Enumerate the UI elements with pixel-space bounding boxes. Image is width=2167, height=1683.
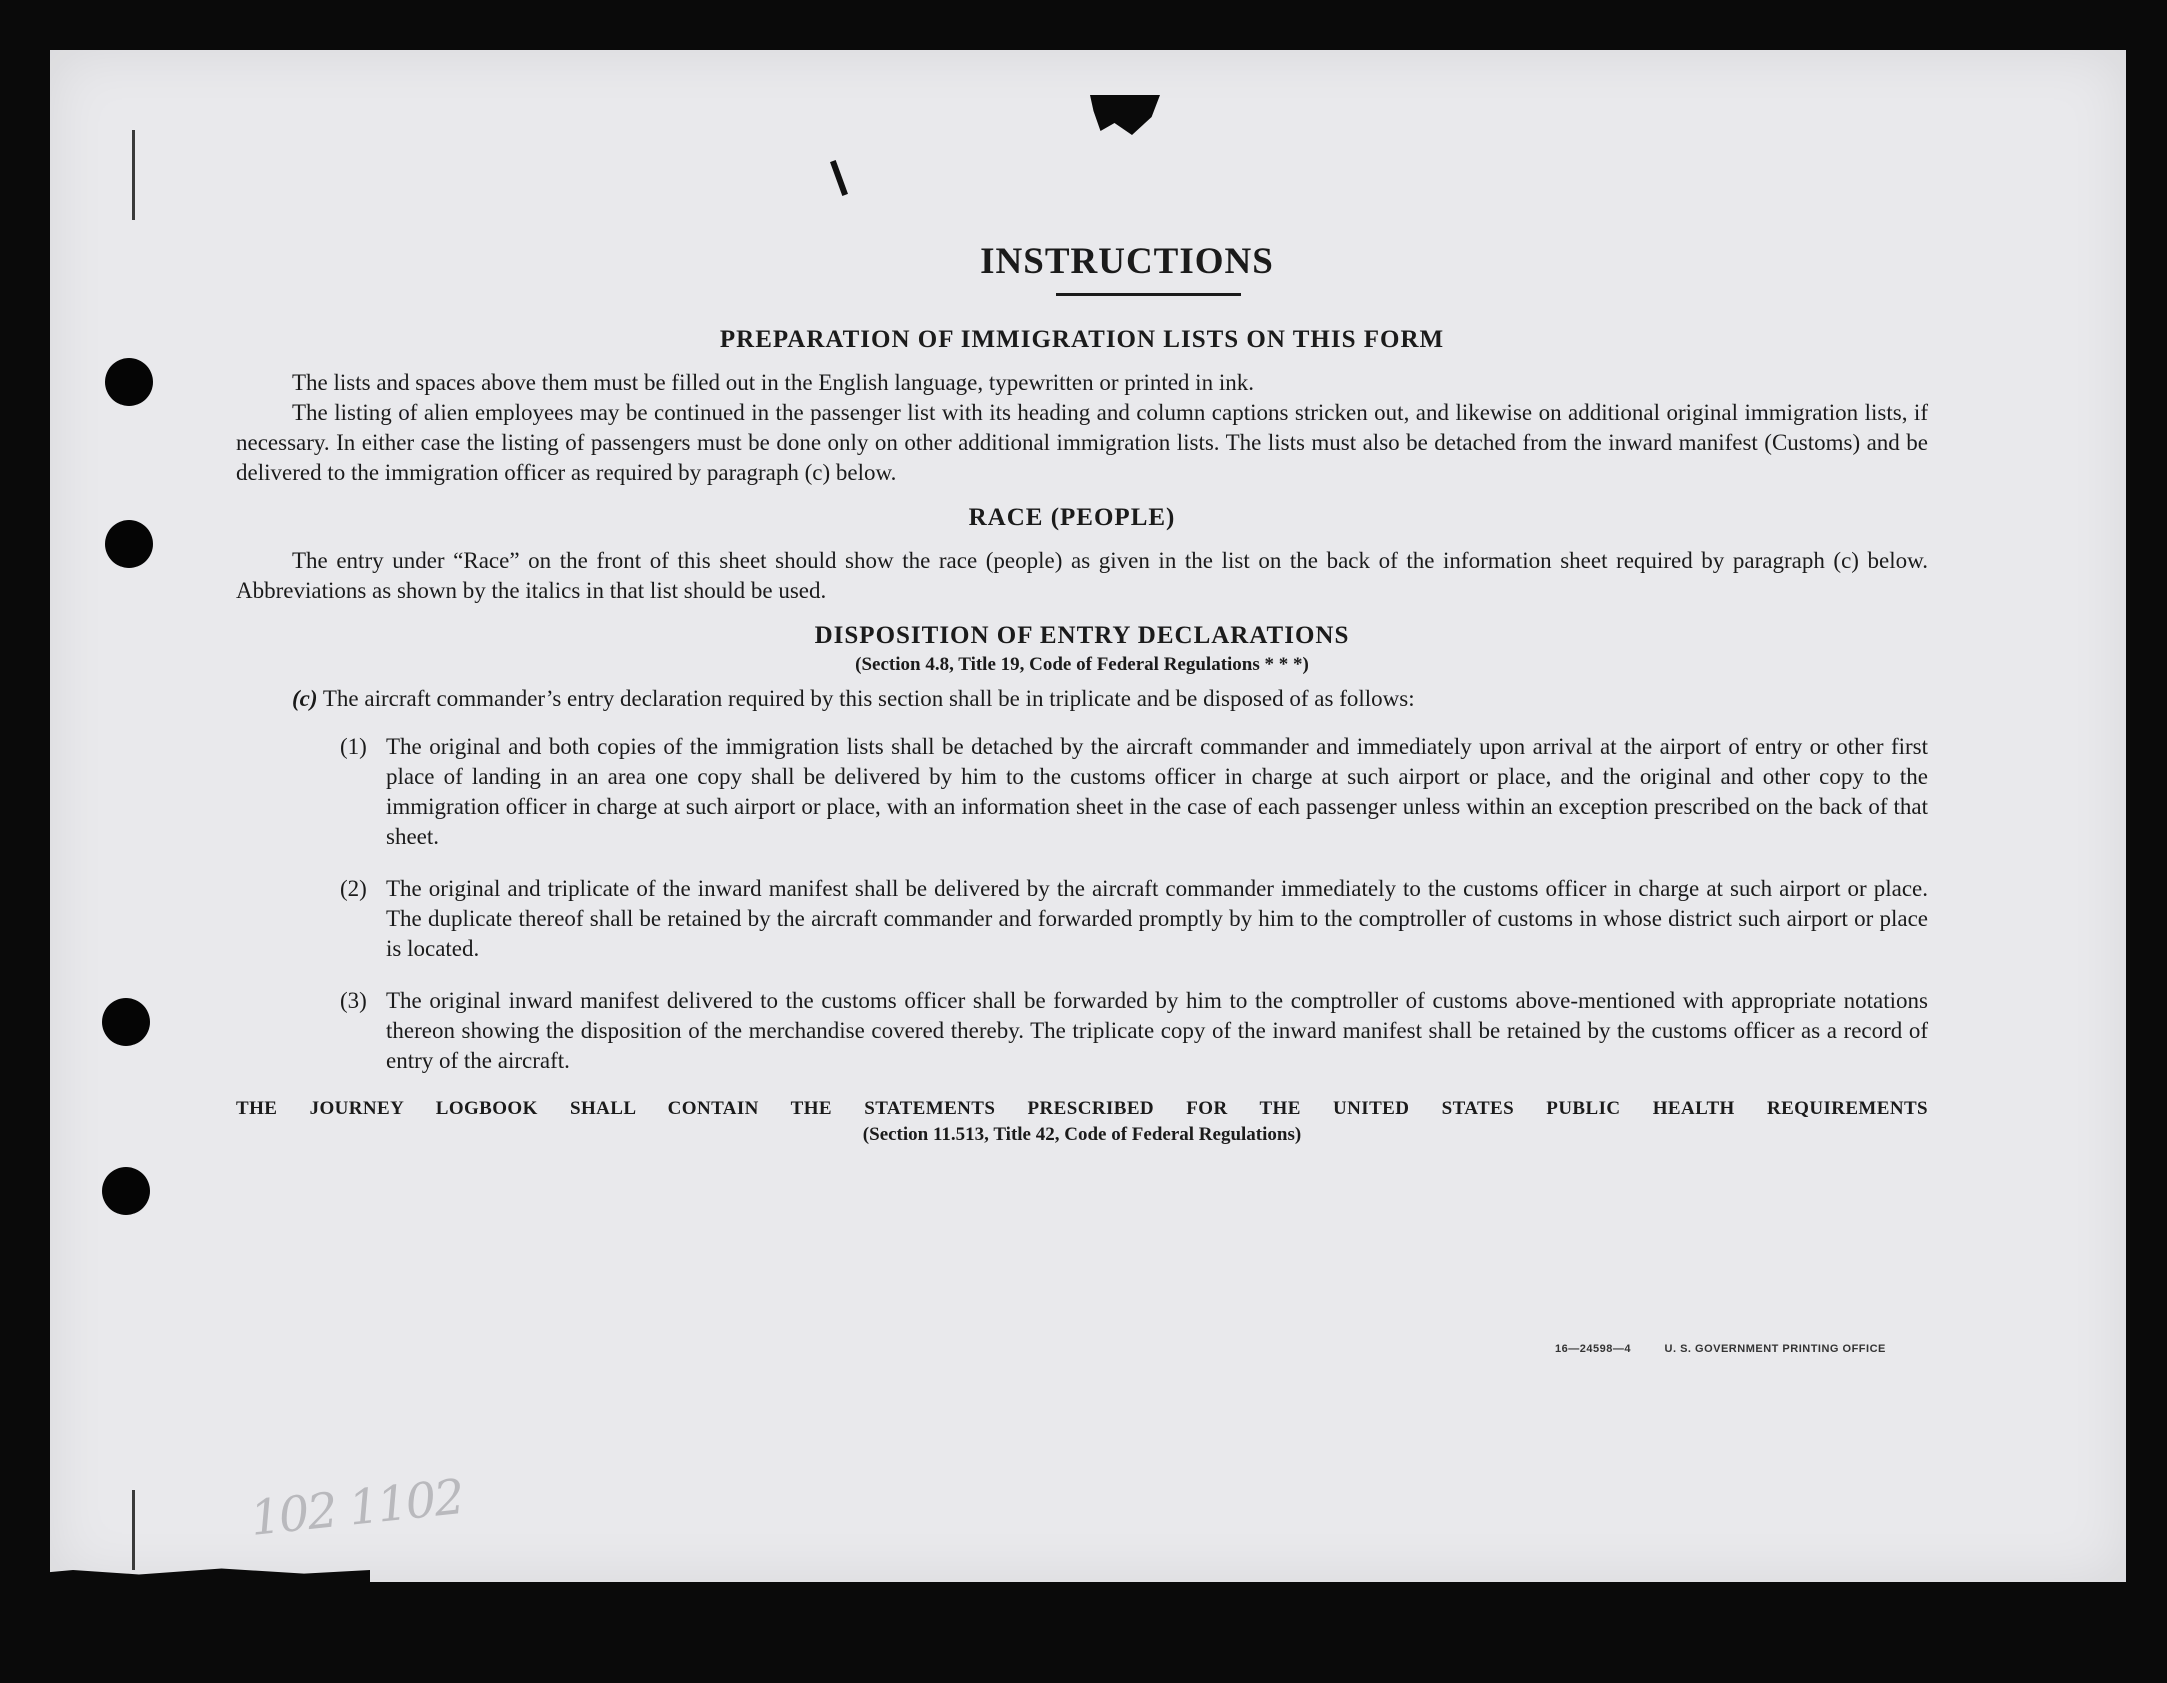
race-paragraph: The entry under “Race” on the front of this sheet should show the race (people) as given in the list on the back of the information sheet required by paragraph (c) below. Abbreviations as shown by the italics in that list should be used. [236, 548, 1928, 603]
section-heading-disposition: DISPOSITION OF ENTRY DECLARATIONS [814, 622, 1350, 649]
title-underline [1056, 293, 1241, 296]
paragraph-c [292, 684, 1928, 714]
form-number: 16—24598—4 [1555, 1343, 1631, 1355]
item-number: (3) [340, 988, 367, 1013]
punch-hole [102, 998, 150, 1046]
item-number: (1) [340, 734, 367, 759]
preparation-paragraph-1: The lists and spaces above them must be filled out in the English language, typewritten or printed in ink. [292, 370, 1254, 395]
journey-citation: (Section 11.513, Title 42, Code of Federal Regulations) [862, 1124, 1302, 1145]
disposition-citation: (Section 4.8, Title 19, Code of Federal Regulations * * *) [855, 654, 1309, 675]
ink-smudge [830, 160, 848, 196]
list-item [340, 874, 1928, 964]
journey-logbook-statement: THE JOURNEY LOGBOOK SHALL CONTAIN THE STATEMENTS PRESCRIBED FOR THE UNITED STATES PUBLIC HEALTH REQUIREMENTS [236, 1098, 1928, 1119]
printing-code [1555, 1343, 1886, 1355]
list-item [340, 986, 1928, 1076]
margin-mark [132, 1490, 135, 1570]
item-number: (2) [340, 876, 367, 901]
punch-hole [105, 358, 153, 406]
paragraph-c-text: The aircraft commander’s entry declaration required by this section shall be in triplicate and be disposed of as follows: [322, 686, 1415, 711]
paper-tear [1090, 95, 1160, 135]
paragraph-c-label: (c) [292, 686, 318, 711]
preparation-paragraph-2: The listing of alien employees may be continued in the passenger list with its heading and column captions stricken out, and likewise on additional original immigration lists, if necessary. In either case the listing of passengers must be done only on other additional immigration lists. The lists must also be detached from the inward manifest (Customs) and be delivered to the immigration officer as required by paragraph (c) below. [236, 400, 1928, 485]
handwritten-note: 102 1102 [247, 1469, 466, 1547]
instructions-content [236, 240, 1928, 1146]
printing-office: U. S. GOVERNMENT PRINTING OFFICE [1664, 1343, 1886, 1355]
section-heading-preparation: PREPARATION OF IMMIGRATION LISTS ON THIS FORM [719, 326, 1445, 353]
margin-mark [132, 130, 135, 220]
list-item [340, 732, 1928, 852]
item-text: The original inward manifest delivered to the customs officer shall be forwarded by him to the comptroller of customs above-mentioned with appropriate notations thereon showing the disposition of the merchandise covered thereby. The triplicate copy of the inward manifest shall be retained by the customs officer as a record of entry of the aircraft. [386, 988, 1928, 1073]
item-text: The original and triplicate of the inward manifest shall be delivered by the aircraft commander immediately to the customs officer in charge at such airport or place. The duplicate thereof shall be retained by the aircraft commander and forwarded promptly by him to the comptroller of customs in whose district such airport or place is located. [386, 876, 1928, 961]
item-text: The original and both copies of the immigration lists shall be detached by the aircraft commander and immediately upon arrival at the airport of entry or other first place of landing in an area one copy shall be delivered by him to the customs officer in charge at such airport or place, and the original and other copy to the immigration officer in charge at such airport or place, with an information sheet in the case of each passenger unless within an exception prescribed on the back of that sheet. [386, 734, 1928, 849]
punch-hole [105, 520, 153, 568]
page-title: INSTRUCTIONS [980, 241, 1274, 282]
punch-hole [102, 1167, 150, 1215]
section-heading-race: RACE (PEOPLE) [968, 504, 1176, 531]
